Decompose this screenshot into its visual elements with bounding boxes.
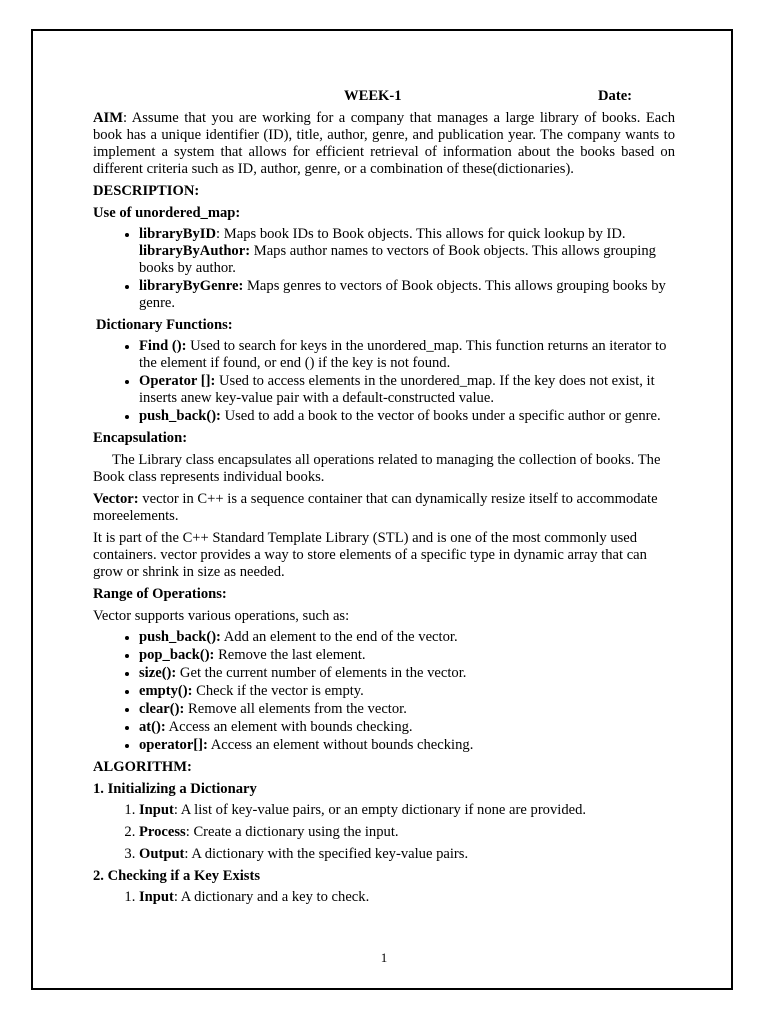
list-item [139,408,675,425]
list-item-term: size(): [139,665,177,681]
dictionary-functions-list [93,338,675,425]
list-item [139,647,675,664]
algorithm-step2-heading: 2. Checking if a Key Exists [93,868,261,884]
document-body [93,88,675,911]
list-item-text: Get the current number of elements in the vector. [176,665,467,681]
description-heading: DESCRIPTION: [93,183,200,199]
list-item-term: clear(): [139,701,185,717]
date-label: Date: [598,88,633,104]
list-item-term: operator[]: [139,737,208,753]
list-item-text: Used to access elements in the unordered_map. If the key does not exist, it inserts anew key-value pair with a default-constructed value. [139,373,655,406]
range-intro: Vector supports various operations, such as: [93,608,350,624]
list-item-term: push_back(): [139,408,221,424]
list-item-text: Access an element without bounds checking. [207,737,474,753]
list-item [139,719,675,736]
algorithm-step1-heading: 1. Initializing a Dictionary [93,781,257,797]
list-item [139,737,675,754]
list-item-term: Input [139,889,174,905]
list-item [139,278,675,312]
list-item [139,338,675,372]
list-item-text: Maps author names to vectors of Book objects. This allows grouping books by author. [139,243,656,276]
list-item-term: push_back(): [139,629,221,645]
list-item [139,824,675,841]
list-item-term: Process [139,824,186,840]
list-item-term: Find (): [139,338,187,354]
page-number: 1 [380,950,388,965]
list-item-text: Remove all elements from the vector. [184,701,407,717]
aim-label: AIM [93,110,123,126]
aim-text: : Assume that you are working for a company that manages a large library of books. Each book has a unique identifier (ID), title, author, genre, and publication year. The company wants to implement a system that allows for efficient retrieval of information about the books based on different criteria such as ID, author, genre, or a combination of these(dictionaries). [93,110,675,177]
list-item-term: libraryByGenre: [139,278,244,294]
list-item-term: empty(): [139,683,193,699]
algorithm-step1-list [93,802,675,863]
list-item [139,629,675,646]
list-item [139,373,675,407]
list-item [139,665,675,682]
list-item [139,226,675,277]
encapsulation-text: The Library class encapsulates all operations related to managing the collection of books. The Book class represents individual books. [93,452,661,485]
vector-paragraph [93,491,675,525]
list-item-term: Input [139,802,174,818]
vector-text: vector in C++ is a sequence container that can dynamically resize itself to accommodate moreelements. [93,491,658,524]
list-item-text: Maps genres to vectors of Book objects. This allows grouping books by genre. [139,278,666,311]
unordered-map-list [93,226,675,312]
list-item-text: : Maps book IDs to Book objects. This allows for quick lookup by ID. [216,226,626,242]
range-heading: Range of Operations: [93,586,227,602]
vector-label: Vector: [93,491,139,507]
list-item-term: pop_back(): [139,647,215,663]
unordered-map-heading: Use of unordered_map: [93,205,241,221]
algorithm-heading: ALGORITHM: [93,759,192,775]
aim-paragraph [93,110,675,178]
list-item-text: Used to search for keys in the unordered_map. This function returns an iterator to the element if found, or end () if the key is not found. [139,338,667,371]
list-item [139,701,675,718]
list-item-text: Remove the last element. [214,647,366,663]
vector-stl-paragraph: It is part of the C++ Standard Template Library (STL) and is one of the most commonly used containers. vector provides a way to store elements of a specific type in dynamic array that can grow or shrink in size as needed. [93,530,647,580]
list-item [139,846,675,863]
dictionary-functions-heading: Dictionary Functions: [96,317,233,333]
list-item-term: at(): [139,719,166,735]
list-item-text: : Create a dictionary using the input. [185,824,399,840]
list-item-text: : A list of key-value pairs, or an empty dictionary if none are provided. [173,802,587,818]
list-item-text: Add an element to the end of the vector. [220,629,458,645]
list-item-term: libraryByID [139,226,217,242]
list-item-term: Output [139,846,185,862]
list-item-text: : A dictionary and a key to check. [173,889,370,905]
vector-operations-list [93,629,675,754]
list-item-text: : A dictionary with the specified key-value pairs. [184,846,469,862]
list-item-term: libraryByAuthor: [139,243,251,259]
week-title: WEEK-1 [344,88,402,104]
list-item [139,889,675,906]
list-item [139,683,675,700]
list-item-text: Access an element with bounds checking. [165,719,413,735]
title-line [93,88,675,106]
list-item-text: Check if the vector is empty. [192,683,364,699]
list-item [139,802,675,819]
algorithm-step2-list [93,889,675,906]
list-item-term: Operator []: [139,373,216,389]
encapsulation-heading: Encapsulation: [93,430,188,446]
list-item-text: Used to add a book to the vector of books under a specific author or genre. [220,408,661,424]
